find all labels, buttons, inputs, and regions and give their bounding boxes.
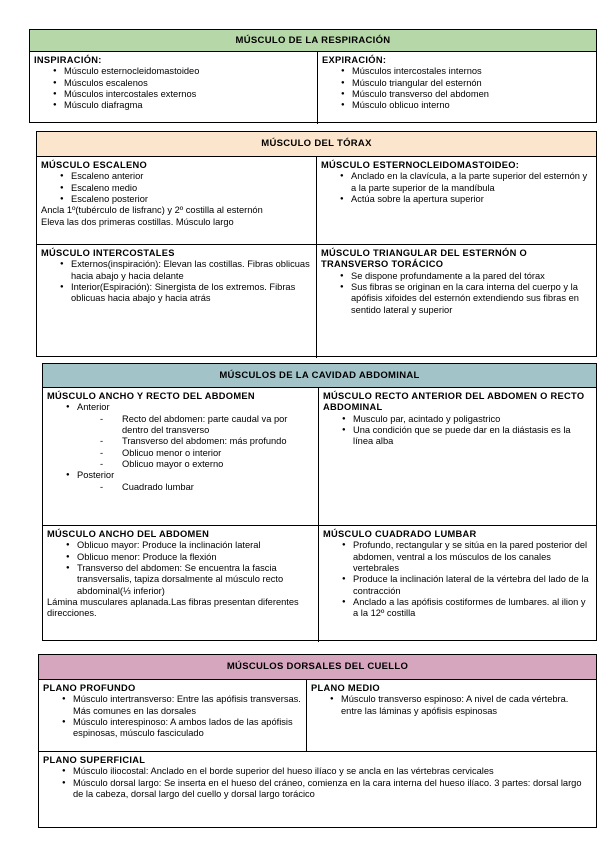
list-item: ● Músculo esternocleidomastoideo <box>34 66 313 77</box>
table-header <box>30 30 596 52</box>
cell-intercostales <box>37 245 317 358</box>
list-item <box>47 470 314 493</box>
list-item: ● Musculo par, acintado y poligastrico <box>323 414 592 425</box>
list-item: ● Músculo triangular del esternón <box>322 78 592 89</box>
cell-plano-superficial <box>39 752 596 829</box>
list-item: ● Músculo transverso espinoso: A nivel de cada vértebra. entre las láminas y apófisis espinosas <box>311 694 592 717</box>
cell-ancho-recto <box>43 388 319 525</box>
list-item: ● Escaleno anterior <box>41 171 312 182</box>
list-item: ● Se dispone profundamente a la pared del tórax <box>321 271 592 282</box>
cell-plano-profundo <box>39 680 307 751</box>
sub-list-item: - Oblicuo menor o interior <box>95 448 314 459</box>
header-title: MÚSCULOS DE LA CAVIDAD ABDOMINAL <box>219 369 420 381</box>
list-item: ● Anclado a las apófisis costiformes de lumbares. al ilion y a la 12º costilla <box>323 597 592 620</box>
cell-title: MÚSCULO CUADRADO LUMBAR <box>323 529 477 539</box>
list-item: ● Produce la inclinación lateral de la vértebra del lado de la contracción <box>323 574 592 597</box>
table-header <box>43 364 596 388</box>
cell-title: PLANO PROFUNDO <box>43 683 136 693</box>
list-item: ● Interior(Espiración): Sinergista de los extremos. Fibras oblicuas hacia abajo y hacia atrás <box>41 282 312 305</box>
list-item: ● Escaleno medio <box>41 183 312 194</box>
sub-list-item: - Transverso del abdomen: más profundo <box>95 436 314 447</box>
cell-title: EXPIRACIÓN: <box>322 55 387 65</box>
cell-triangular <box>317 245 596 358</box>
cell-recto-anterior <box>319 388 596 525</box>
cell-cuadrado-lumbar <box>319 526 596 642</box>
list-item: ● Escaleno posterior <box>41 194 312 205</box>
list-item: ● Oblicuo mayor: Produce la inclinación lateral <box>47 540 314 551</box>
sub-list-item: - Recto del abdomen: parte caudal va por dentro del transverso <box>95 414 314 437</box>
header-title: MÚSCULO DE LA RESPIRACIÓN <box>235 34 391 46</box>
cell-title: MÚSCULO INTERCOSTALES <box>41 248 175 258</box>
list-item: ● Profundo, rectangular y se sitúa en la pared posterior del abdomen, ventral a los músculos de los canales vertebrales <box>323 540 592 574</box>
list-item: ● Oblicuo menor: Produce la flexión <box>47 552 314 563</box>
list-item-label: Anterior <box>77 402 110 413</box>
list-item: ● Externos(inspiración): Elevan las costillas. Fibras oblicuas hacia abajo y hacia delante <box>41 259 312 282</box>
cell-title: PLANO SUPERFICIAL <box>43 755 146 765</box>
cell-title: INSPIRACIÓN: <box>34 55 102 65</box>
list-item: ● Músculo diafragma <box>34 100 313 111</box>
sub-list-item: - Cuadrado lumbar <box>95 482 314 493</box>
cell-title: MÚSCULO ESTERNOCLEIDOMASTOIDEO: <box>321 160 520 170</box>
list-item: ● Músculo oblicuo interno <box>322 100 592 111</box>
header-title: MÚSCULOS DORSALES DEL CUELLO <box>226 661 409 673</box>
list-item: ● Músculo interespinoso: A ambos lados de las apófisis espinosas, músculo fasciculado <box>43 717 302 740</box>
cell-title: PLANO MEDIO <box>311 683 380 693</box>
list-item: ● Músculos escalenos <box>34 78 313 89</box>
cell-ancho-abdomen <box>43 526 319 642</box>
list-item: ● Actúa sobre la apertura superior <box>321 194 592 205</box>
list-item: ● Anclado en la clavícula, a la parte superior del esternón y a la parte superior de la mandíbula <box>321 171 592 194</box>
table-dorsales-cuello <box>38 654 597 828</box>
list-item: ● Músculo transverso del abdomen <box>322 89 592 100</box>
list-item: ● Músculo intertransverso: Entre las apófisis transversas. Más comunes en las dorsales <box>43 694 302 717</box>
cell-esternocleidomastoideo <box>317 157 596 244</box>
cell-plano-medio <box>307 680 596 751</box>
cell-expiracion <box>318 52 596 124</box>
header-title: MÚSCULO DEL TÓRAX <box>261 138 372 150</box>
cell-title: MÚSCULO RECTO ANTERIOR DEL ABDOMEN O RECTO ABDOMINAL <box>323 391 585 413</box>
table-cavidad-abdominal <box>42 363 597 641</box>
cell-title: MÚSCULO ANCHO Y RECTO DEL ABDOMEN <box>47 391 255 401</box>
cell-escaleno <box>37 157 317 244</box>
list-item <box>47 402 314 470</box>
list-item: ● Músculo dorsal largo: Se inserta en el hueso del cráneo, comienza en la cara interna del hueso ilíaco. 3 partes: dorsal largo de la cabeza, dorsal largo del cuello y dorsal largo torácico <box>43 778 592 801</box>
list-item: ● Músculos intercostales externos <box>34 89 313 100</box>
list-item: ● Sus fibras se originan en la cara interna del cuerpo y la apófisis xifoides del esternón extendiendo sus fibras en sentido lateral y superior <box>321 282 592 316</box>
table-header <box>39 655 596 680</box>
cell-title: MÚSCULO TRIANGULAR DEL ESTERNÓN O TRANSVERSO TORÁCICO <box>321 248 527 270</box>
list-item: ● Una condición que se puede dar en la diástasis es la línea alba <box>323 425 592 448</box>
sub-list-item: - Oblicuo mayor o externo <box>95 459 314 470</box>
table-header <box>37 132 596 157</box>
cell-text: Eleva las dos primeras costillas. Músculo largo <box>41 216 234 227</box>
table-respiracion <box>29 29 597 123</box>
cell-inspiracion <box>30 52 318 124</box>
list-item: ● Músculos intercostales internos <box>322 66 592 77</box>
list-item: ● Músculo iliocostal: Anclado en el borde superior del hueso ilíaco y se ancla en las vértebras cervicales <box>43 766 592 777</box>
cell-text: Ancla 1º(tubérculo de lisfranc) y 2º costilla al esternón <box>41 205 263 216</box>
list-item-label: Posterior <box>77 470 115 481</box>
cell-title: MÚSCULO ANCHO DEL ABDOMEN <box>47 529 210 539</box>
cell-title: MÚSCULO ESCALENO <box>41 160 148 170</box>
table-torax <box>36 131 597 357</box>
cell-text: Lámina musculares aplanada.Las fibras presentan diferentes direcciones. <box>47 596 299 619</box>
list-item: ● Transverso del abdomen: Se encuentra la fascia transversalis, tapiza dorsalmente al músculo recto abdominal(⅓ inferior) <box>47 563 314 597</box>
